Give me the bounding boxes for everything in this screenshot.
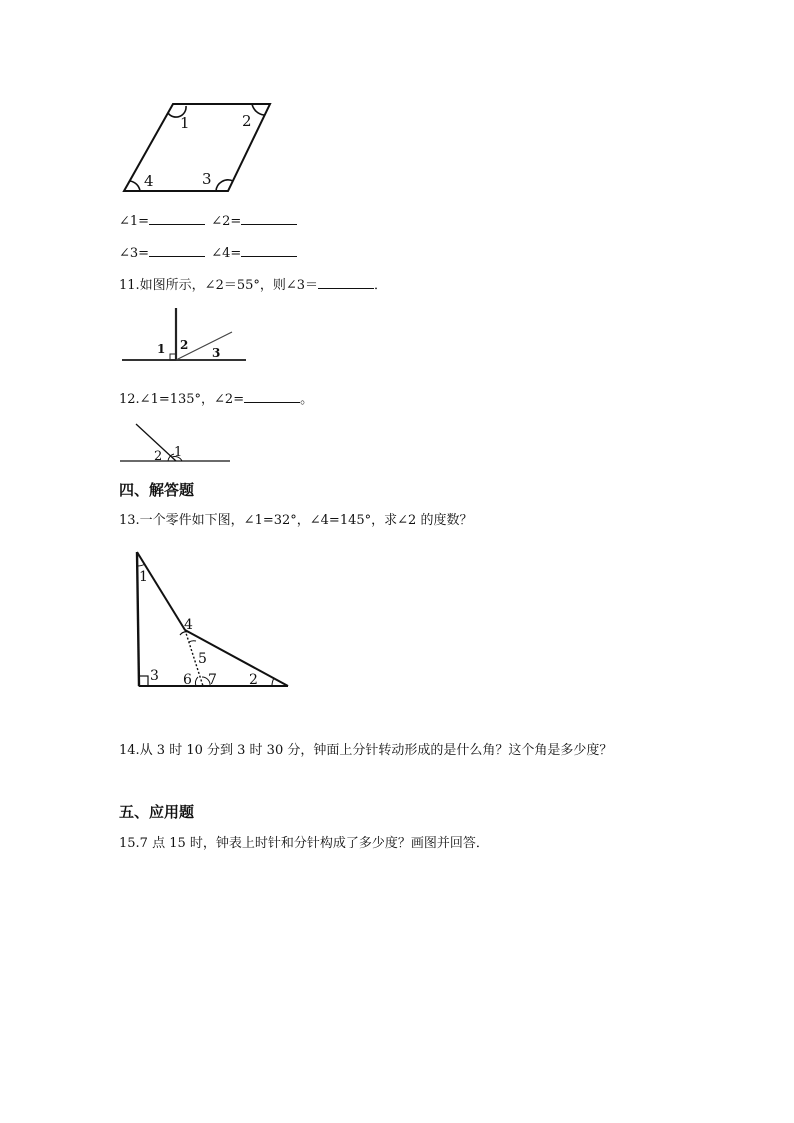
question-12-end: 。 — [300, 392, 314, 407]
q12-label-2: 2 — [154, 449, 163, 464]
q11-label-1: 1 — [157, 342, 166, 356]
parallelogram-label-4: 4 — [144, 172, 154, 190]
q13-label-1: 1 — [139, 569, 148, 585]
question-13: 13.一个零件如下图，∠1=32°，∠4=145°，求∠2 的度数？ — [119, 513, 473, 528]
angle-3-blank[interactable] — [149, 244, 205, 257]
parallelogram-answer-row-2 — [119, 244, 297, 262]
angle-4-label: ∠4= — [211, 246, 242, 261]
q11-label-2: 2 — [180, 338, 189, 352]
q13-label-2: 2 — [249, 672, 258, 688]
section-4-heading: 四、解答题 — [119, 481, 195, 499]
question-11-blank[interactable] — [318, 276, 374, 289]
q13-label-7: 7 — [208, 672, 217, 688]
question-12-figure — [118, 420, 233, 466]
q13-label-3: 3 — [150, 668, 159, 684]
angle-4-blank[interactable] — [241, 244, 297, 257]
question-11-text: 11.如图所示，∠2＝55°，则∠3＝ — [119, 278, 319, 293]
angle-1-label: ∠1= — [119, 214, 150, 229]
parallelogram-label-3: 3 — [202, 170, 212, 188]
angle-2-label: ∠2= — [211, 214, 242, 229]
question-11-figure — [120, 305, 250, 365]
question-15: 15.7 点 15 时，钟表上时针和分针构成了多少度？画图并回答． — [119, 836, 489, 851]
q11-label-3: 3 — [212, 346, 221, 360]
section-5-heading: 五、应用题 — [119, 803, 195, 821]
parallelogram-label-2: 2 — [242, 112, 252, 130]
question-14: 14.从 3 时 10 分到 3 时 30 分，钟面上分针转动形成的是什么角？这个角是多少度？ — [119, 743, 613, 758]
question-13-figure — [128, 546, 298, 696]
q12-label-1: 1 — [174, 445, 183, 460]
angle-2-blank[interactable] — [241, 212, 297, 225]
parallelogram-answer-row-1 — [119, 212, 297, 230]
question-12-text: 12.∠1=135°，∠2= — [119, 392, 245, 407]
parallelogram-label-1: 1 — [180, 114, 190, 132]
question-11-end: ． — [374, 278, 388, 293]
question-12-blank[interactable] — [244, 390, 300, 403]
question-11 — [119, 276, 387, 294]
q13-label-4: 4 — [184, 617, 193, 633]
question-12 — [119, 390, 313, 408]
angle-3-label: ∠3= — [119, 246, 150, 261]
angle-1-blank[interactable] — [149, 212, 205, 225]
q13-label-6: 6 — [183, 672, 192, 688]
q13-label-5: 5 — [198, 651, 207, 667]
parallelogram-figure — [118, 98, 278, 198]
